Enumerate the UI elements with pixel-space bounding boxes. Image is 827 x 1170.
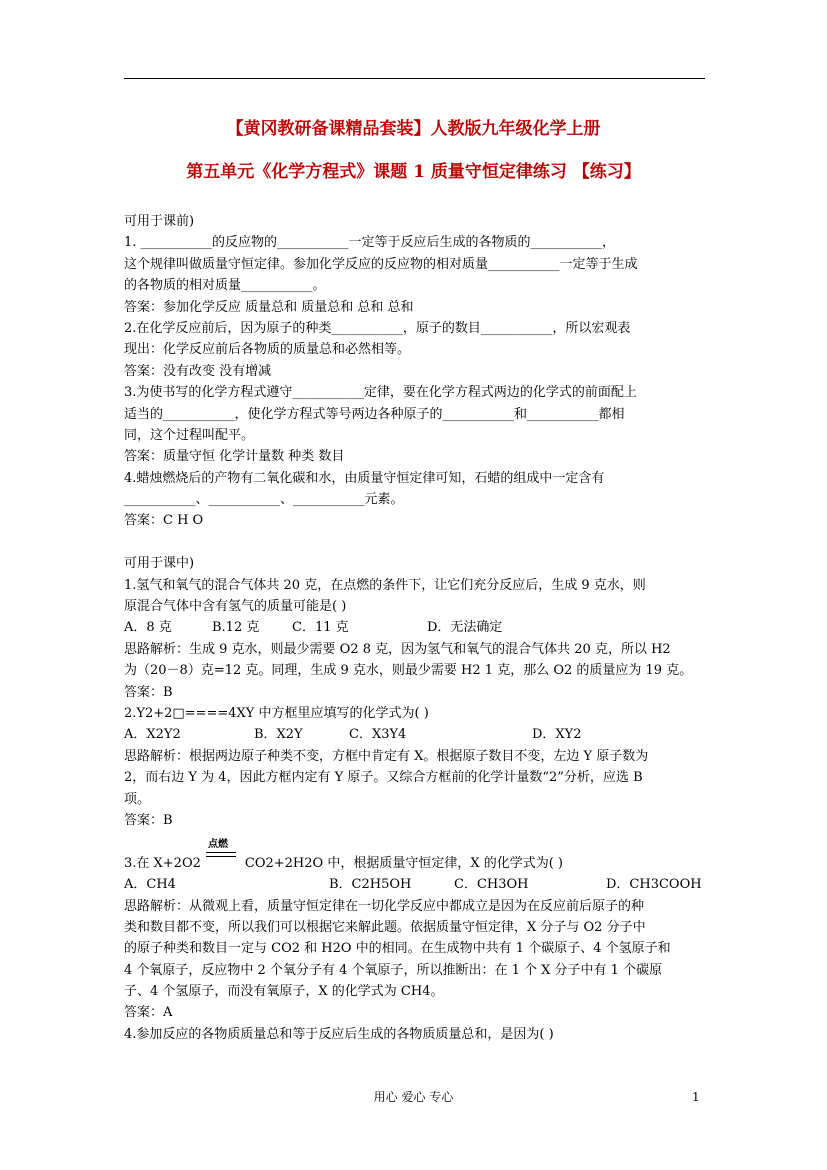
reaction-equals-sign (206, 852, 236, 857)
option-c: C．X3Y4 (349, 727, 407, 743)
option-a: A．X2Y2 (124, 727, 181, 743)
options-row (124, 617, 724, 638)
analysis-line: 的原子种类和数目一定与 CO2 和 H2O 中的相同。在生成物中共有 1 个碳原子、4 个氢原子和 (124, 941, 671, 957)
answer-line: 答案：B (124, 812, 173, 828)
option-d: D．XY2 (532, 727, 582, 743)
analysis-line: 4 个氧原子，反应物中 2 个氧分子有 4 个氧原子，所以推断出：在 1 个 X 分子中有 1 个碳原 (124, 962, 663, 978)
text-line: 1. ___________的反应物的___________一定等于反应后生成的各物质的___________， (124, 235, 616, 251)
question-stem (124, 838, 724, 874)
analysis-line: 为（20－8）克=12 克。同理，生成 9 克水，则最少需要 H2 1 克，那么 O2 的质量应为 19 克。 (124, 663, 693, 679)
equation-right: CO2+2H2O 中，根据质量守恒定律，X 的化学式为( ) (244, 855, 563, 871)
answer-line: 答案：没有改变 没有增减 (124, 363, 272, 379)
analysis-line: 思路解析：根据两边原子种类不变，方框中肯定有 X。根据原子数目不变，左边 Y 原子数为 (124, 748, 649, 764)
text-line: 2.在化学反应前后，因为原子的种类___________，原子的数目___________，所以宏观表 (124, 320, 631, 336)
analysis-line: 思路解析：从微观上看，质量守恒定律在一切化学反应中都成立是因为在反应前后原子的种 (124, 898, 645, 914)
question-stem: 原混合气体中含有氢气的质量可能是( ) (124, 599, 347, 615)
option-a: A．CH4 (124, 877, 176, 893)
option-b: B.12 克 (212, 620, 260, 636)
text-line: 适当的___________，使化学方程式等号两边各种原子的___________和___________都相 (124, 406, 625, 422)
question-stem: 2.Y2+2□====4XY 中方框里应填写的化学式为( ) (124, 705, 429, 721)
page-number: 1 (692, 1090, 700, 1104)
footer-motto: 用心 爱心 专心 (373, 1090, 454, 1104)
equation-left: 3.在 X+2O2 (124, 855, 201, 871)
text-line: 这个规律叫做质量守恒定律。参加化学反应的反应物的相对质量___________一定等于生成 (124, 256, 638, 272)
section-heading-pre-class: 可用于课前) (124, 214, 195, 229)
text-line: ___________、___________、___________元素。 (124, 492, 404, 508)
option-c: C．11 克 (292, 620, 349, 636)
text-line: 现出：化学反应前后各物质的质量总和必然相等。 (124, 342, 411, 358)
text-line: 3.为使书写的化学方程式遵守___________定律，要在化学方程式两边的化学式的前面配上 (124, 385, 637, 401)
answer-line: 答案：A (124, 1005, 173, 1021)
section-heading-in-class: 可用于课中) (124, 556, 195, 572)
analysis-line: 项。 (124, 791, 151, 807)
reaction-condition: 点燃 (208, 838, 228, 850)
analysis-line: 2，而右边 Y 为 4，因此方框内定有 Y 原子。又综合方框前的化学计量数“2”分析，应选 B (124, 770, 643, 786)
question-3 (124, 838, 724, 1024)
option-c: C．CH3OH (454, 877, 529, 893)
question-2 (124, 703, 724, 831)
options-row (124, 724, 724, 745)
option-d: D．无法确定 (427, 620, 503, 636)
option-b: B．C2H5OH (329, 877, 412, 893)
text-line: 的各物质的相对质量___________。 (124, 278, 326, 294)
options-row (124, 874, 724, 895)
answer-line: 答案：B (124, 684, 173, 700)
pre-class-exercises (124, 232, 724, 531)
text-line: 同，这个过程叫配平。 (124, 427, 255, 443)
answer-line: 答案：C H O (124, 513, 204, 529)
option-d: D．CH3COOH (606, 877, 702, 893)
analysis-line: 思路解析：生成 9 克水，则最少需要 O2 8 克，因为氢气和氧气的混合气体共 20 克，所以 H2 (124, 641, 671, 657)
option-b: B．X2Y (254, 727, 303, 743)
document-body (124, 211, 724, 1045)
header-rule (124, 78, 705, 79)
analysis-line: 类和数目都不变，所以我们可以根据它来解此题。依据质量守恒定律，X 分子与 O2 分子中 (124, 919, 646, 935)
document-subtitle: 第五单元《化学方程式》课题 1 质量守恒定律练习 【练习】 (186, 162, 641, 182)
question-1 (124, 575, 724, 703)
answer-line: 答案：质量守恒 化学计量数 种类 数目 (124, 449, 345, 465)
question-stem: 1.氢气和氧气的混合气体共 20 克，在点燃的条件下，让它们充分反应后，生成 9 克水，则 (124, 577, 646, 593)
text-line: 4.蜡烛燃烧后的产物有二氧化碳和水，由质量守恒定律可知，石蜡的组成中一定含有 (124, 470, 605, 486)
option-a: A．8 克 (124, 620, 172, 636)
question-4-stem: 4.参加反应的各物质质量总和等于反应后生成的各物质质量总和，是因为( ) (124, 1026, 554, 1042)
answer-line: 答案：参加化学反应 质量总和 质量总和 总和 总和 (124, 299, 414, 315)
document-title: 【黄冈教研备课精品套装】人教版九年级化学上册 (226, 119, 601, 139)
analysis-line: 子、4 个氢原子，而没有氧原子，X 的化学式为 CH4。 (124, 984, 444, 1000)
